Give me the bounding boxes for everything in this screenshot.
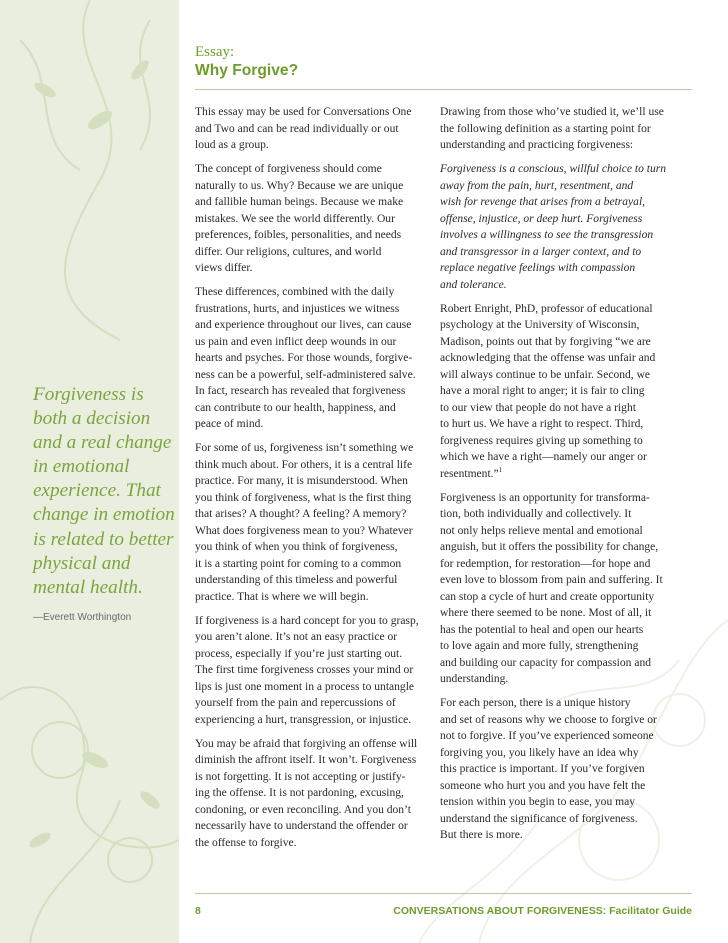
text-line: and experience throughout our lives, can cause	[195, 319, 412, 331]
text-line: psychology at the University of Wisconsin,	[440, 319, 640, 331]
text-line: experiencing a hurt, transgression, or injustice.	[195, 713, 412, 726]
text-line: For some of us, forgiveness isn’t something we	[195, 442, 414, 454]
text-line: practice. For many, it is misunderstood. When	[195, 475, 408, 487]
text-line: and Two and can be read individually or out	[195, 122, 399, 135]
text-line: Drawing from those who’ve studied it, we’ll use	[440, 106, 664, 118]
page-title: Why Forgive?	[195, 62, 299, 79]
paragraph	[195, 161, 427, 277]
text-line: yourself from the pain and repercussions of	[195, 697, 396, 709]
paragraph	[440, 301, 692, 483]
paragraph	[195, 613, 427, 729]
paragraph	[440, 695, 692, 844]
text-line: can stop a cycle of hurt and create opportunity	[440, 590, 655, 603]
text-line: necessarily have to understand the offender or	[195, 820, 408, 832]
quote-attribution: —Everett Worthington	[33, 611, 132, 623]
text-line: someone who hurt you and you have felt the	[440, 779, 646, 792]
text-line: is not forgetting. It is not accepting or justify-	[195, 770, 406, 783]
text-line: acknowledging that the offense was unfair and	[440, 352, 656, 364]
text-line: hearts and psyches. For those wounds, forgive-	[195, 352, 413, 364]
text-line: anguish, but it offers the possibility for change,	[440, 541, 659, 553]
paragraph	[195, 736, 427, 852]
text-line: and tolerance.	[440, 278, 507, 291]
text-line: it is a starting point for coming to a common	[195, 557, 402, 570]
text-line: views differ.	[195, 262, 253, 274]
text-line: and set of reasons why we choose to forgive or	[440, 713, 657, 726]
text-line: involves a willingness to see the transgression	[440, 229, 654, 241]
text-line: and fallible human beings. Because we make	[195, 196, 404, 208]
text-line: If forgiveness is a hard concept for you to grasp,	[195, 614, 419, 627]
text-line: to our view that people do not have a right	[440, 401, 636, 414]
footer-title: CONVERSATIONS ABOUT FORGIVENESS: Facilitator Guide	[393, 905, 692, 917]
text-line: you think of when you think of forgiveness,	[195, 541, 398, 553]
definition-paragraph	[440, 161, 692, 293]
text-line: the offense to forgive.	[195, 836, 297, 849]
text-line: understanding.	[440, 673, 509, 685]
text-line: you aren’t alone. It’s not an easy practice or	[195, 631, 398, 643]
text-line: frustrations, hurts, and injustices we witness	[195, 302, 400, 315]
text-line: tion, both individually and collectively. It	[440, 508, 632, 520]
text-line: understanding and practicing forgiveness:	[440, 139, 634, 151]
text-line: The first time forgiveness crosses your mind or	[195, 664, 414, 676]
text-line: not to forgive. If you’ve experienced someone	[440, 730, 654, 742]
text-line: that arises? A thought? A feeling? A memory?	[195, 508, 407, 520]
text-line: understand the significance of forgiveness.	[440, 812, 638, 825]
text-line: You may be afraid that forgiving an offense will	[195, 737, 418, 750]
text-line: replace negative feelings with compassion	[440, 262, 636, 274]
text-line: This essay may be used for Conversations One	[195, 106, 412, 118]
pull-quote	[33, 383, 173, 630]
text-line: you think of forgiveness, what is the first thing	[195, 491, 412, 504]
text-line: lips is just one moment in a process to untangle	[195, 680, 415, 693]
pull-quote-line: both a decision	[33, 408, 151, 430]
text-line	[440, 466, 692, 483]
footer-divider	[195, 893, 692, 894]
text-line: which we have a right—namely our anger or	[440, 451, 647, 463]
text-line: not only helps relieve mental and emotional	[440, 524, 643, 537]
text-line: differ. Our religions, cultures, and world	[195, 245, 382, 258]
text-line: ing the offense. It is not pardoning, excusing,	[195, 787, 404, 799]
text-line: Robert Enright, PhD, professor of educational	[440, 302, 653, 315]
text-line: These differences, combined with the daily	[195, 286, 395, 298]
text-line: tension within you begin to ease, you may	[440, 796, 635, 808]
header-divider	[195, 89, 692, 90]
paragraph	[440, 490, 692, 688]
text-line: us pain and even inflict deep wounds in our	[195, 335, 397, 348]
text-line: mistakes. We see the world differently. Our	[195, 212, 395, 225]
text-line: for redemption, for restoration—for hope and	[440, 557, 651, 570]
text-line: wish for revenge that arises from a betrayal,	[440, 196, 646, 208]
left-column	[195, 104, 427, 859]
text-line: loud as a group.	[195, 139, 269, 151]
text-line: preferences, foibles, personalities, and needs	[195, 229, 402, 241]
paragraph	[195, 440, 427, 605]
pull-quote-line: experience. That	[33, 480, 161, 502]
pull-quote-line: in emotional	[33, 456, 130, 478]
text-line: this practice is important. If you’ve forgiven	[440, 763, 645, 775]
right-column	[440, 104, 692, 851]
text-line: have a moral right to anger; it is fair to cling	[440, 385, 645, 397]
paragraph	[195, 284, 427, 433]
text-line: where there seemed to be none. Most of all, it	[440, 607, 652, 619]
text-line: diminish the affront itself. It won’t. Forgiveness	[195, 754, 417, 766]
text-line: condoning, or even reconciling. And you don’t	[195, 803, 411, 816]
text-line: But there is more.	[440, 829, 523, 841]
text-line: will always continue to be unfair. Second, we	[440, 368, 651, 381]
text-line: offense, injustice, or deep hurt. Forgiveness	[440, 212, 643, 225]
text-line: the following definition as a starting point for	[440, 122, 651, 135]
footnote-marker[interactable]: 1	[498, 465, 503, 474]
text-line: Forgiveness is an opportunity for transforma-	[440, 491, 650, 504]
text-line: ness can be a powerful, self-administered salve.	[195, 368, 416, 381]
text-line: even love to blossom from pain and suffering. It	[440, 574, 663, 586]
text-line: forgiving you, you likely have an idea why	[440, 746, 639, 759]
text-line: to hurt us. We have a right to respect. Third,	[440, 418, 644, 430]
text-line: forgiveness requires giving up something to	[440, 434, 643, 447]
text-line: can contribute to our health, happiness, and	[195, 401, 396, 414]
text-line: process, especially if you’re just starting out.	[195, 647, 403, 660]
text-fragment: resentment.”	[440, 467, 499, 480]
text-line: The concept of forgiveness should come	[195, 163, 382, 175]
page-number: 8	[195, 905, 201, 917]
text-line: to love again and more fully, strengthening	[440, 640, 639, 652]
text-line: In fact, research has revealed that forgiveness	[195, 385, 406, 397]
essay-label: Essay:	[195, 44, 235, 60]
text-line: peace of mind.	[195, 418, 264, 430]
text-line: What does forgiveness mean to you? Whatever	[195, 524, 413, 537]
paragraph	[195, 104, 427, 154]
text-line: understanding of this timeless and powerful	[195, 574, 398, 586]
text-line: and transgressor in a larger context, and to	[440, 245, 642, 258]
text-line: and building our capacity for compassion and	[440, 656, 651, 669]
pull-quote-line: mental health.	[33, 576, 143, 598]
pull-quote-line: change in emotion	[33, 504, 175, 526]
text-line: away from the pain, hurt, resentment, and	[440, 179, 634, 192]
text-line: think much about. For others, it is a central life	[195, 458, 413, 471]
text-line: practice. That is where we will begin.	[195, 590, 369, 603]
text-line: has the potential to heal and open our hearts	[440, 623, 644, 636]
paragraph	[440, 104, 692, 154]
pull-quote-line: Forgiveness is	[33, 384, 144, 405]
text-line: For each person, there is a unique history	[440, 697, 631, 709]
pull-quote-line: is related to better	[33, 528, 174, 550]
text-line: Madison, points out that by forgiving “we are	[440, 335, 651, 348]
text-line: naturally to us. Why? Because we are unique	[195, 179, 404, 192]
pull-quote-line: physical and	[33, 552, 131, 574]
pull-quote-line: and a real change	[33, 432, 172, 454]
text-line: Forgiveness is a conscious, willful choice to turn	[440, 163, 666, 175]
